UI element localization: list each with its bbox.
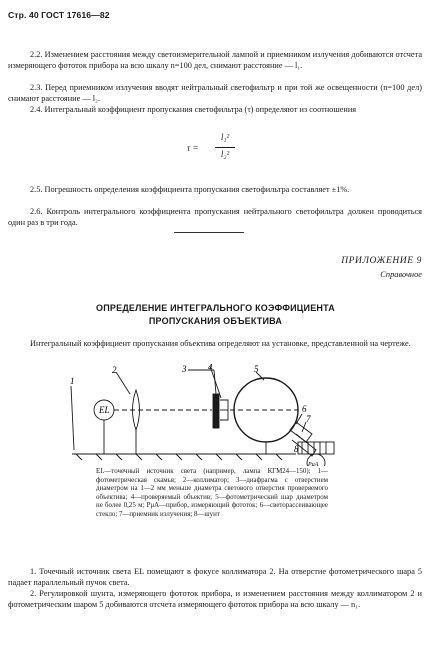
formula-numerator: l₁² (220, 132, 230, 142)
appendix-type: Справочное (380, 270, 422, 279)
label-4: 4 (208, 364, 213, 372)
pa-label: PμA (308, 462, 319, 466)
label-8: 8 (294, 444, 299, 454)
label-2: 2 (112, 365, 117, 375)
paragraph-2-5: 2.5. Погрешность определения коэффициента пропускания светофильтра составляет ±1%. (30, 185, 350, 194)
formula-lhs: τ = (187, 143, 199, 153)
step-1: 1. Точечный источник света EL помещают в фокусе коллиматора 2. На отверстие фотометрического шара 5 падает параллельный пучок света. (8, 567, 422, 587)
step-2: 2. Регулировкой шунта, измеряющего фототок прибора, и изменением расстояния между коллиматором 2 и фотометрическим шаром 5 добиваются отсчета измеряющего фототок прибора на всю шкалу — n₁. (8, 589, 422, 609)
section-title-line1: ОПРЕДЕЛЕНИЕ ИНТЕГРАЛЬНОГО КОЭФФИЦИЕНТА (96, 303, 335, 313)
intro-paragraph: Интегральный коэффициент пропускания объектива определяют на установке, представленной на чертеже. (30, 339, 411, 348)
el-label: EL (99, 405, 110, 415)
figure-caption: EL—точечный источник света (например, лампа КГМ24—150); 1—фотометрическая скамья; 2—коллиматор; 3—диафрагма с отверстием диаметром на 1—2 мм меньше диаметра светового отверстия проверяемого объектива; 4—проверяемый объектив; 5—фотометрический шар диаметром не более 0,25 м; PμA—прибор, измеряющий фототок; 6—светорассеивающее стекло; 7—приемник излучения; 8—шунт (96, 468, 328, 518)
shunt (298, 442, 334, 454)
label-3: 3 (182, 364, 187, 374)
paragraph-2-2: 2.2. Изменением расстояния между светоизмерительной лампой и приемником излучения добиваются отсчета измеряющего фототок прибора на всю шкалу n=100 дел, снимают расстояние — l₁. (8, 50, 422, 70)
label-6: 6 (302, 404, 307, 414)
paragraph-2-6: 2.6. Контроль интегрального коэффициента пропускания нейтрального светофильтра должен проводиться один раз в три года. (8, 207, 422, 227)
paragraph-2-4: 2.4. Интегральный коэффициент пропускания светофильтра (τ) определяют из соотношения (30, 105, 357, 114)
fraction-bar (215, 147, 235, 148)
label-5: 5 (254, 364, 259, 374)
formula (187, 132, 257, 168)
formula-denominator: l₂² (220, 149, 230, 159)
diaphragm (213, 394, 219, 428)
divider (174, 232, 244, 233)
diffuser-glass (290, 422, 312, 442)
label-1: 1 (70, 376, 75, 386)
page-header: Стр. 40 ГОСТ 17616—82 (8, 10, 110, 20)
appendix-label: ПРИЛОЖЕНИЕ 9 (341, 256, 422, 266)
setup-diagram (70, 364, 370, 466)
section-title-line2: ПРОПУСКАНИЯ ОБЪЕКТИВА (148, 316, 283, 326)
paragraph-2-3: 2.3. Перед приемником излучения вводят нейтральный светофильтр и при той же освещенности (n=100 дел) снимают расстояние — l₂. (8, 83, 422, 103)
label-7: 7 (306, 414, 311, 424)
